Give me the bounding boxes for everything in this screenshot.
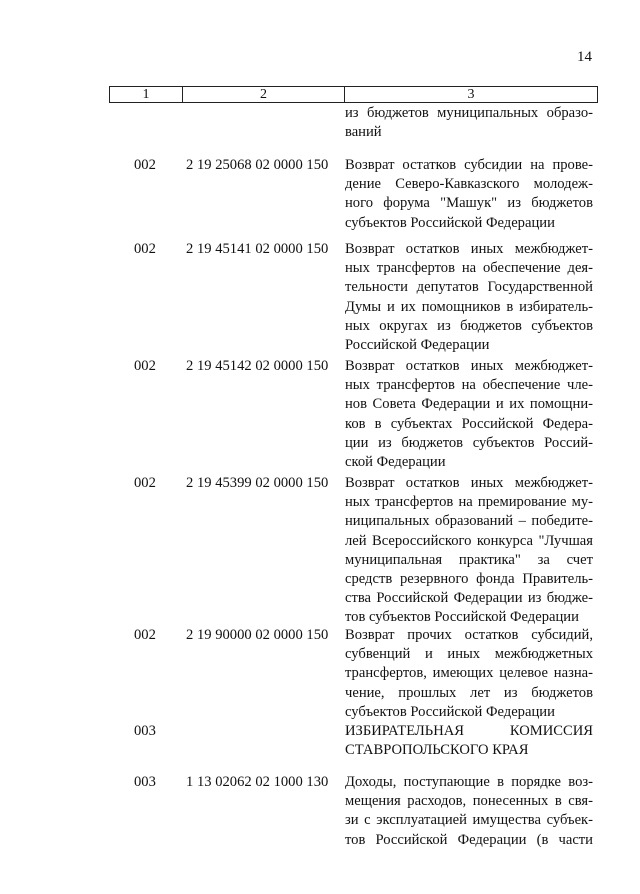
text-line: ции из бюджетов субъектов Россий- (345, 434, 593, 451)
text-line: ниципальных образований – победите- (345, 513, 593, 530)
header-col-1: 1 (110, 87, 183, 102)
text-line: Российской Федерации (345, 337, 490, 354)
text-line: ных трансфертов на обеспечение чле- (345, 377, 593, 394)
row-description (345, 773, 593, 850)
row-description (345, 240, 593, 355)
text-line: ской Федерации (345, 454, 446, 471)
text-line: Думы и их помощников в избиратель- (345, 298, 593, 315)
admin-code: 003 (134, 723, 156, 739)
kbk-code: 1 13 02062 02 1000 130 (186, 774, 329, 790)
organization-title (345, 722, 593, 760)
text-line: Доходы, поступающие в порядке воз- (345, 774, 593, 790)
header-col-2: 2 (183, 87, 345, 102)
admin-code: 002 (134, 627, 156, 643)
kbk-code: 2 19 45399 02 0000 150 (186, 475, 329, 491)
text-line: ных трансфертов на премирование му- (345, 494, 593, 511)
text-line: тов Российской Федерации (в части (345, 831, 593, 848)
row-description (345, 626, 593, 722)
admin-code: 002 (134, 358, 156, 374)
text-line: зи с эксплуатацией имущества субъек- (345, 812, 593, 829)
row-description (345, 474, 593, 628)
row-description (345, 156, 593, 233)
kbk-code: 2 19 45141 02 0000 150 (186, 241, 329, 257)
text-line: чение, прошлых лет из бюджетов (345, 684, 593, 701)
admin-code: 003 (134, 774, 156, 790)
text-line: ных трансфертов на обеспечение дея- (345, 260, 593, 277)
text-line: дение Северо-Кавказского молодеж- (345, 176, 593, 193)
text-line: Возврат остатков иных межбюджет- (345, 241, 593, 257)
text-line: ваний (345, 124, 382, 141)
text-line: тов субъектов Российской Федерации (345, 609, 579, 626)
table-header (109, 86, 598, 103)
text-line: Возврат прочих остатков субсидий, (345, 627, 593, 643)
text-line: ного форума "Машук" из бюджетов (345, 195, 593, 212)
text-line: Возврат остатков субсидии на прове- (345, 157, 593, 173)
text-line: из бюджетов муниципальных образо- (345, 105, 593, 121)
text-line: субвенций и иных межбюджетных (345, 646, 593, 663)
admin-code: 002 (134, 475, 156, 491)
row-description (345, 357, 593, 472)
text-line: средств резервного фонда Правитель- (345, 571, 593, 588)
kbk-code: 2 19 25068 02 0000 150 (186, 157, 329, 173)
text-line: ков в субъектах Российской Федера- (345, 415, 593, 432)
text-line: Возврат остатков иных межбюджет- (345, 358, 593, 374)
text-line: мещения расходов, понесенных в свя- (345, 793, 593, 810)
text-line: Возврат остатков иных межбюджет- (345, 475, 593, 491)
page-number: 14 (577, 49, 592, 65)
text-line: субъектов Российской Федерации (345, 214, 555, 231)
kbk-code: 2 19 90000 02 0000 150 (186, 627, 329, 643)
text-line: ИЗБИРАТЕЛЬНАЯ КОМИССИЯ (345, 723, 593, 739)
text-line: муниципальная практика" за счет (345, 551, 593, 568)
admin-code: 002 (134, 157, 156, 173)
text-line: ных округах из бюджетов субъектов (345, 317, 593, 334)
text-line: тельности депутатов Государственной (345, 279, 593, 296)
text-line: нов Совета Федерации и их помощни- (345, 396, 593, 413)
admin-code: 002 (134, 241, 156, 257)
text-line: лей Всероссийского конкурса "Лучшая (345, 532, 593, 549)
text-line: СТАВРОПОЛЬСКОГО КРАЯ (345, 742, 529, 759)
text-line: субъектов Российской Федерации (345, 703, 555, 720)
continuation-text (345, 104, 593, 142)
header-col-3: 3 (467, 87, 475, 102)
text-line: ства Российской Федерации из бюдже- (345, 590, 593, 607)
kbk-code: 2 19 45142 02 0000 150 (186, 358, 329, 374)
text-line: трансфертов, имеющих целевое назна- (345, 665, 593, 682)
